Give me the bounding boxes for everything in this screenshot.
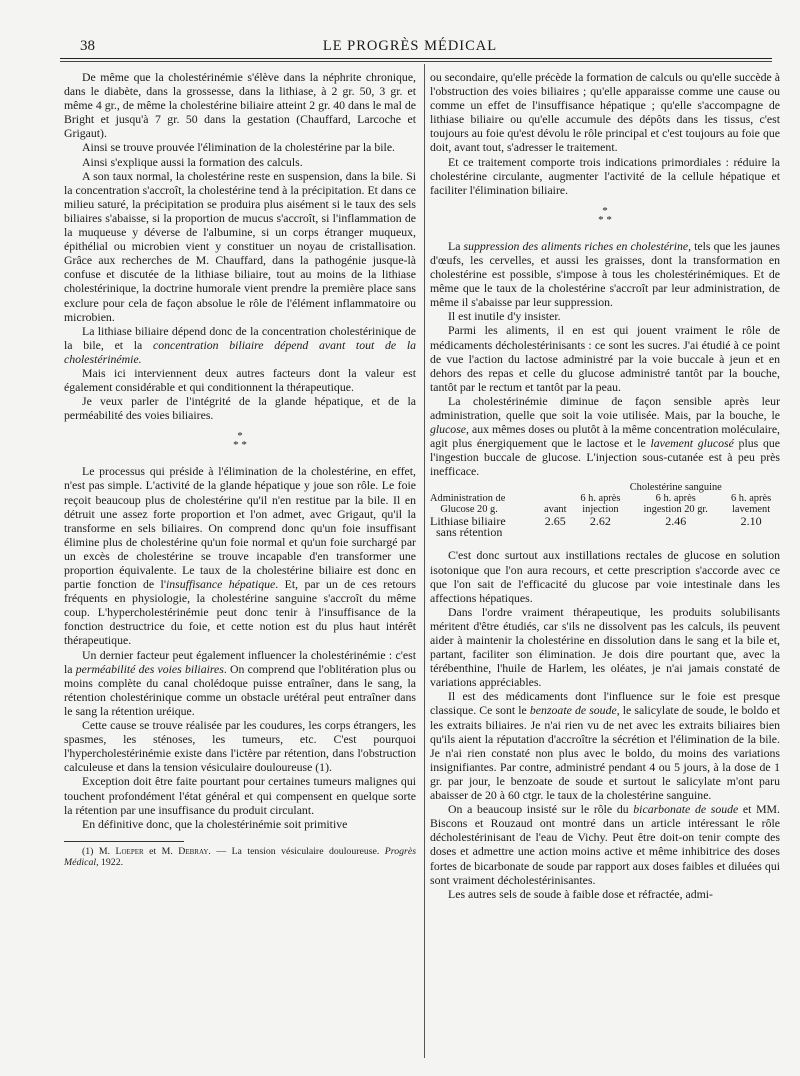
table-header-cell: 6 h. après injection (580, 493, 621, 516)
table-row-label: Lithiase biliaire sans rétention (430, 514, 506, 540)
paragraph: Les autres sels de soude à faible dose et réfractée, admi- (448, 886, 713, 901)
paragraph: De même que la cholestérinémie s'élève dans la néphrite chronique, dans le diabète, dans la grossesse, dans la lithiase, à 2 gr. 50, 3 gr. et même 4 gr., de même la cholestérine biliaire atteint 2 gr. 40 dans le mal de Bright et jusqu'à 7 gr. 50 dans la gestation (Chauffard, Larcoche et Grigaut). (64, 70, 416, 141)
table-row (430, 515, 780, 538)
paragraph: Un dernier facteur peut également influencer la cholestérinémie : c'est la perméabilité des voies biliaires. On comprend que l'oblitération plus ou moins complète du canal cholédoque puisse entraîner, dans le sang, la rétention cholestérinique comme un obstacle urétéral peut entraîner dans le sang la rétention uréique. (64, 647, 417, 718)
footnote: (1) M. Loeper et M. Debray. — La tension vésiculaire douloureuse. Progrès Médical, 1922. (64, 845, 417, 869)
italic-phrase: benzoate de soude (529, 703, 617, 718)
italic-phrase: bicarbonate de soude (633, 802, 739, 817)
footnote-rule (64, 841, 184, 842)
italic-phrase: glucose (430, 422, 467, 437)
paragraph: Ainsi s'explique aussi la formation des calculs. (82, 154, 303, 169)
paragraph: Il est des médicaments dont l'influence sur le foie est presque classique. Ce sont le benzoate de soude, le salicylate de soude, le boldo et les extraits biliaires. Je n'ai rien vu de net avec les extraits biliaires bien qu'ils aient la réputation d'accroître la sécrétion et l'élimination de la bile. Je n'ai rien constaté non plus avec le boldo, du moins des variations insignifiantes. Par contre, administré pendant 4 ou 5 jours, à la dose de 1 gr. par jour, le benzoate de soude et surtout le salicylate m'ont paru abaisser de 20 à 60 ctgr. le taux de la cholestérine sanguine. (430, 689, 780, 803)
paragraph: La cholestérinémie diminue de façon sensible après leur administration, quelle que soit la voie utilisée. Mais, par la bouche, le glucose, aux mêmes doses ou plutôt à la même concentration moléculaire, agit plus énergiquement que le lactose et le lavement glucosé plus que l'ingestion buccale de glucose. L'injection sous-cutanée est à peu près inefficace. (430, 393, 780, 479)
italic-phrase: lavement glucosé (650, 436, 734, 451)
paragraph: Le processus qui préside à l'élimination de la cholestérine, en effet, n'est pas simple. L'activité de la glande hépatique y joue son rôle. Le foie reçoit beaucoup plus de cholestérine qu'il n'en restitue par la bile. Il en détruit une assez forte proportion et l'on admet, avec Grigaut, qu'il la transforme en sels biliaires. On comprend donc qu'un foie insuffisant élimine plus de cholestérine qu'un foie normal et qu'un foie surchargé par un excès de cholestérine se trouve incapable d'en transformer une proportion équivalente. Le taux de la cholestérine biliaire est donc en partie fonction de l'insuffisance hépatique. Et, par un de ces retours fréquents en physiologie, la cholestérine sanguine s'accroît du même coup. L'hypercholestérinémie peut donc tenir à l'insuffisance de la fonction destructrice du foie, et cette notion est du plus haut intérêt thérapeutique. (64, 464, 416, 648)
table-group-header: Cholestérine sanguine (629, 482, 722, 494)
running-title: LE PROGRÈS MÉDICAL (322, 38, 498, 54)
paragraph: Je veux parler de l'intégrité de la glande hépatique, et de la perméabilité des voies biliaires. (64, 394, 416, 423)
paragraph: La suppression des aliments riches en cholestérine, tels que les jaunes d'œufs, les cervelles, et aussi les graisses, dont la transformation en cholestérine est possible, s'impose à tous les cholestérinémiques. Et de même que le taux de la cholestérine s'accroît par leur administration, de même il s'abaisse par leur suppression. (430, 238, 780, 310)
column-divider (424, 64, 425, 1058)
paragraph: Il est inutile d'y insister. (448, 309, 561, 324)
italic-phrase: perméabilité des voies biliaires (75, 661, 224, 676)
paragraph: Exception doit être faite pourtant pour certaines tumeurs malignes qui touchent profondément l'état général et qui compensent en quelque sorte la rétention par une insuffisance du produit circulant. (64, 774, 416, 817)
table-header-cell: Administration de Glucose 20 g. (430, 493, 506, 516)
table-header-row (430, 493, 780, 515)
paragraph: Parmi les aliments, il en est qui jouent vraiment le rôle de médicaments décholestérinisants : ce sont les sucres. J'ai étudié à ce point de vue l'action du lactose administré par la voie buccale à jeun et en dehors des repas et celle du glucose administré tantôt par la bouche, tantôt par le rectum et tantôt par la peau. (430, 323, 780, 394)
cholesterol-table (430, 482, 780, 538)
italic-phrase: suppression des aliments riches en cholestérine (463, 238, 689, 253)
paragraph: ou secondaire, qu'elle précède la formation de calculs ou qu'elle succède à l'obstruction des voies biliaires ; qu'elle apparaisse comme une cause ou comme un effet de l'insuffisance hépatique ; qu'elle s'accompagne de lithiase biliaire ou qu'elle accumule des dépôts dans les tissus, c'est toujours au foie qu'est dévolu le rôle principal et c'est toujours au foie que doit, avant tout, s'adresser le traitement. (430, 70, 780, 155)
section-separator: * * * (233, 430, 247, 452)
paragraph: En définitive donc, que la cholestérinémie soit primitive (82, 816, 348, 831)
paragraph: Et ce traitement comporte trois indications primordiales : réduire la cholestérine circulante, augmenter l'activité de la cellule hépatique et faciliter l'élimination biliaire. (430, 154, 780, 197)
table-header-cell: avant (544, 504, 567, 516)
paragraph: Cette cause se trouve réalisée par les coudures, les corps étrangers, les spasmes, les sténoses, les tumeurs, etc. C'est pourquoi l'hypercholestérinémie existe dans l'ictère par rétention, dans l'obstruction calculeuse et dans la tension vésiculaire douloureuse (1). (64, 718, 416, 775)
header-rule (60, 58, 772, 59)
page-number: 38 (80, 38, 95, 54)
paragraph: La lithiase biliaire dépend donc de la concentration cholestérinique de la bile, et la concentration biliaire dépend avant tout de la cholestérinémie. (64, 323, 417, 366)
table-header-cell: 6 h. après ingestion 20 gr. (643, 493, 708, 516)
paragraph: A son taux normal, la cholestérine reste en suspension, dans la bile. Si la concentration s'accroît, la cholestérine tend à la précipitation. Et dans ce milieu saturé, la précipitation se produira plus aisément si le taux des sels biliaires s'abaisse, si la proportion de mucus s'accroît, si l'inflammation de la muqueuse y déverse de l'albumine, si un corps étranger muqueux, épithélial ou microbien vient y constituer un noyau de cristallisation. Grâce aux recherches de M. Chauffard, dans la pathogénie jusque-là confuse et discutée de la lithiase biliaire, tout au moins de la lithiase cholestérinique, la doctrine humorale vient prendre la première place sans exclure pour cela de façon absolue le rôle de l'élément inflammatoire ou microbien. (64, 168, 416, 324)
table-cell: 2.10 (740, 514, 762, 529)
table-cell: 2.65 (544, 514, 566, 529)
paragraph: Ainsi se trouve prouvée l'élimination de la cholestérine par la bile. (82, 140, 396, 155)
paragraph: Mais ici interviennent deux autres facteurs dont la valeur est également considérable et qui conditionnent la thérapeutique. (64, 365, 416, 395)
paragraph: Dans l'ordre vraiment thérapeutique, les produits solubilisants méritent d'être étudiés, car s'ils ne dissolvent pas les calculs, ils peuvent aider à maintenir la cholestérine en dissolution dans le sang et la bile et, partant, faciliter son élimination. Je dois dire pourtant que, avec la térébenthine, l'huile de Harlem, les oléates, je n'ai jamais constaté de variations appréciables. (430, 604, 780, 690)
header-rule-thin (60, 61, 772, 62)
page-header (60, 30, 760, 60)
left-column (64, 70, 416, 869)
table-cell: 2.46 (665, 514, 687, 529)
table-header-cell: 6 h. après lavement (731, 493, 772, 516)
table-cell: 2.62 (589, 514, 611, 529)
italic-phrase: insuffisance hépatique (165, 577, 276, 592)
right-column (430, 70, 780, 901)
paragraph: On a beaucoup insisté sur le rôle du bicarbonate de soude et MM. Biscons et Rouzaud ont montré dans un article intéressant le rôle décholestérinisant de l'eau de Vichy. Peut être doit-on tenir compte des doses et admettre une action moins active et même inhibitrice des doses fortes de bicarbonate de soude par rapport aux doses faibles et diluées qui sont vraiment décholestérinisantes. (430, 802, 780, 887)
italic-phrase: concentration biliaire dépend avant tout de la cholestérinémie. (64, 337, 417, 366)
paragraph: C'est donc surtout aux instillations rectales de glucose en solution isotonique que l'on aura recours, et cette prescription s'accorde avec ce que l'on sait de l'efficacité du glucose par voie intestinale dans les affections hépatiques. (430, 548, 780, 605)
section-separator: * * * (598, 204, 612, 226)
